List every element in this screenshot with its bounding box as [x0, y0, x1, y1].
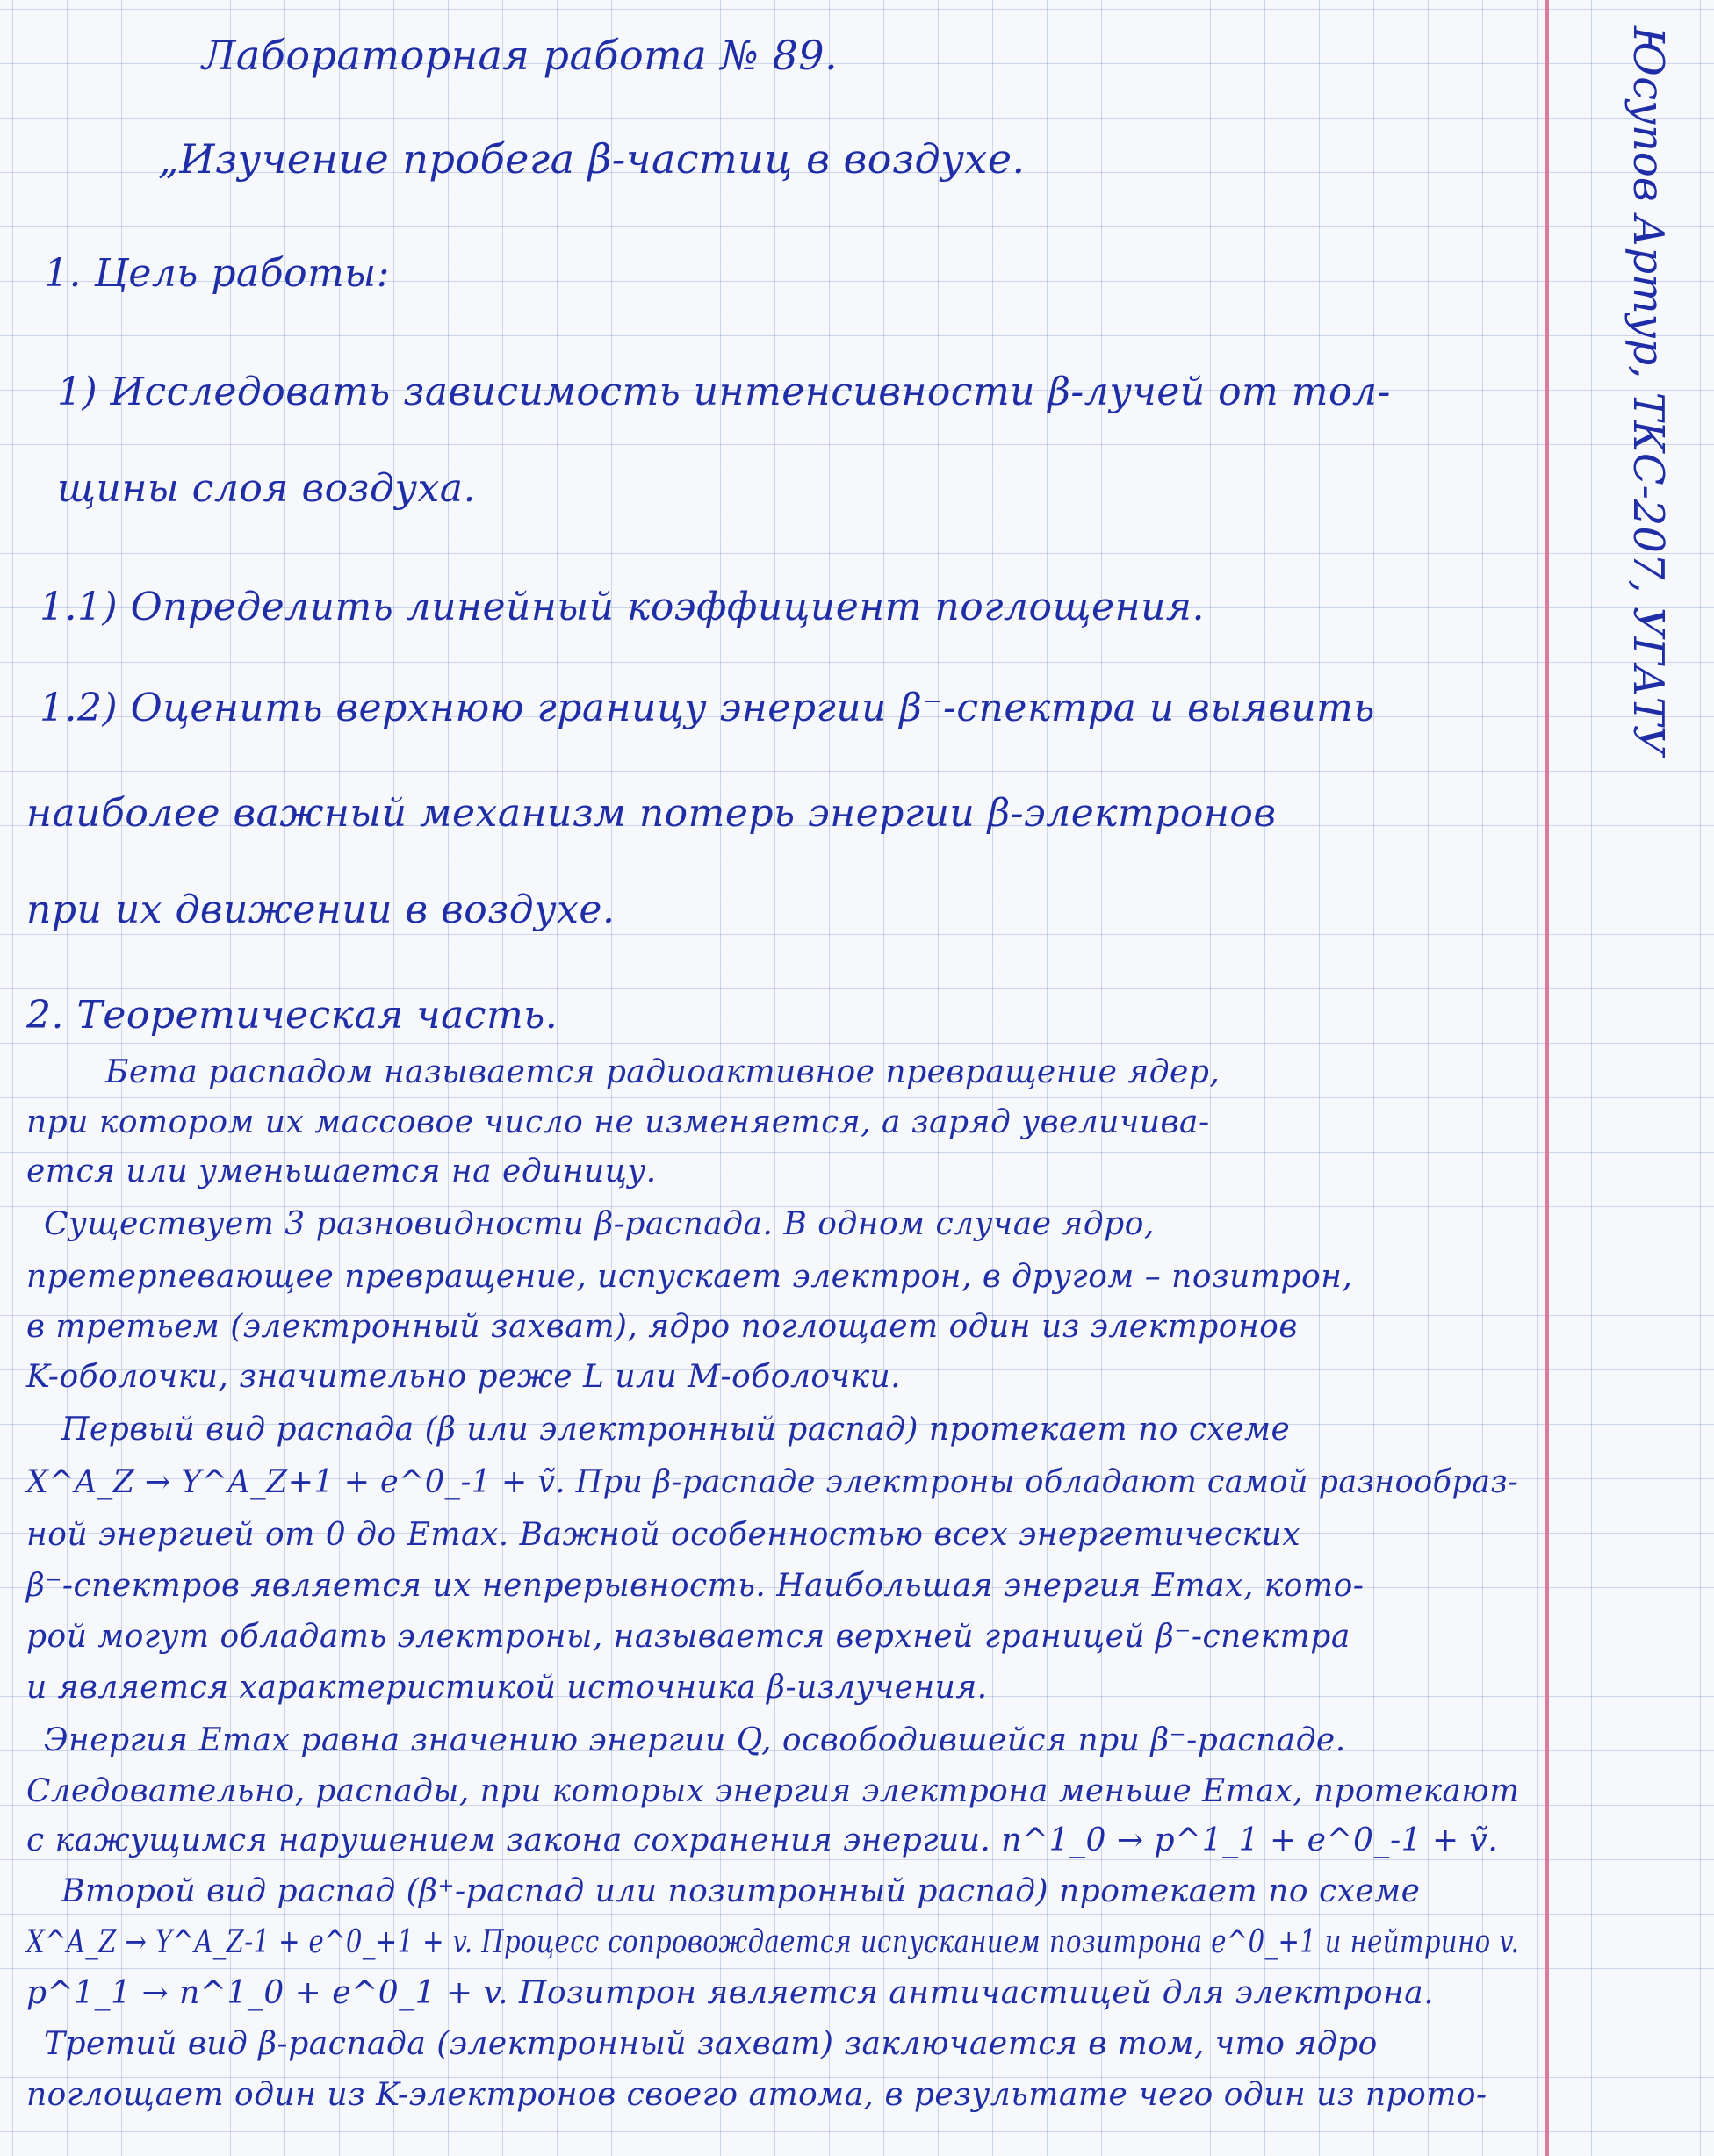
- goal-line: 1.1) Определить линейный коэффициент поглощения.: [40, 585, 1206, 629]
- theory-line: и является характеристикой источника β-излучения.: [26, 1670, 988, 1706]
- theory-heading: 2. Теоретическая часть.: [26, 993, 558, 1038]
- theory-line: поглощает один из K-электронов своего атома, в результате чего один из прото-: [26, 2077, 1487, 2113]
- theory-line: при котором их массовое число не изменяется, а заряд увеличива-: [26, 1104, 1210, 1140]
- notebook-page: [26, 32, 1528, 2138]
- goal-line: 1) Исследовать зависимость интенсивности β-лучей от тол-: [57, 370, 1391, 414]
- theory-line: X^A_Z → Y^A_Z+1 + e^0_-1 + ṽ. При β-распаде электроны обладают самой разнообраз-: [26, 1464, 1519, 1500]
- goal-line: щины слоя воздуха.: [57, 466, 476, 511]
- theory-line: претерпевающее превращение, испускает электрон, в другом – позитрон,: [26, 1259, 1353, 1295]
- theory-line: Следовательно, распады, при которых энергия электрона меньше Emax, протекают: [26, 1773, 1520, 1809]
- margin-line: [1545, 0, 1549, 2156]
- theory-line: X^A_Z → Y^A_Z-1 + e^0_+1 + v. Процесс сопровождается испусканием позитрона e^0_+1 и нейтрино v.: [26, 1924, 1520, 1960]
- theory-line: K-оболочки, значительно реже L или M-оболочки.: [26, 1359, 902, 1395]
- theory-line: Энергия Emax равна значению энергии Q, освободившейся при β⁻-распаде.: [44, 1722, 1346, 1758]
- theory-line: p^1_1 → n^1_0 + e^0_1 + v. Позитрон является античастицей для электрона.: [26, 1975, 1435, 2011]
- theory-line: с кажущимся нарушением закона сохранения энергии. n^1_0 → p^1_1 + e^0_-1 + ṽ.: [26, 1822, 1499, 1858]
- goal-line: 1.2) Оценить верхнюю границу энергии β⁻-спектра и выявить: [40, 686, 1375, 730]
- theory-line: Существует 3 разновидности β-распада. В одном случае ядро,: [44, 1206, 1155, 1242]
- goal-heading: 1. Цель работы:: [44, 251, 390, 296]
- theory-line: Второй вид распад (β⁺-распад или позитронный распад) протекает по схеме: [61, 1873, 1421, 1909]
- theory-line: ется или уменьшается на единицу.: [26, 1153, 657, 1189]
- theory-line: Третий вид β-распада (электронный захват) заключается в том, что ядро: [44, 2026, 1378, 2062]
- lab-subject: „Изучение пробега β-частиц в воздухе.: [158, 135, 1026, 183]
- theory-line: ной энергией от 0 до Emax. Важной особенностью всех энергетических: [26, 1517, 1300, 1553]
- theory-line: рой могут обладать электроны, называется верхней границей β⁻-спектра: [26, 1619, 1350, 1655]
- author-side-note: Юсупов Артур, ТКС-207, УГАТУ: [1624, 26, 1673, 756]
- theory-line: в третьем (электронный захват), ядро поглощает один из электронов: [26, 1309, 1298, 1345]
- goal-line: наиболее важный механизм потерь энергии β-электронов: [26, 791, 1277, 836]
- theory-line: Первый вид распада (β или электронный распад) протекает по схеме: [61, 1412, 1291, 1448]
- theory-line: β⁻-спектров является их непрерывность. Наибольшая энергия Emax, кото-: [26, 1568, 1365, 1604]
- theory-line: Бета распадом называется радиоактивное превращение ядер,: [105, 1054, 1221, 1090]
- lab-title: Лабораторная работа № 89.: [202, 32, 839, 79]
- goal-line: при их движении в воздухе.: [26, 888, 616, 932]
